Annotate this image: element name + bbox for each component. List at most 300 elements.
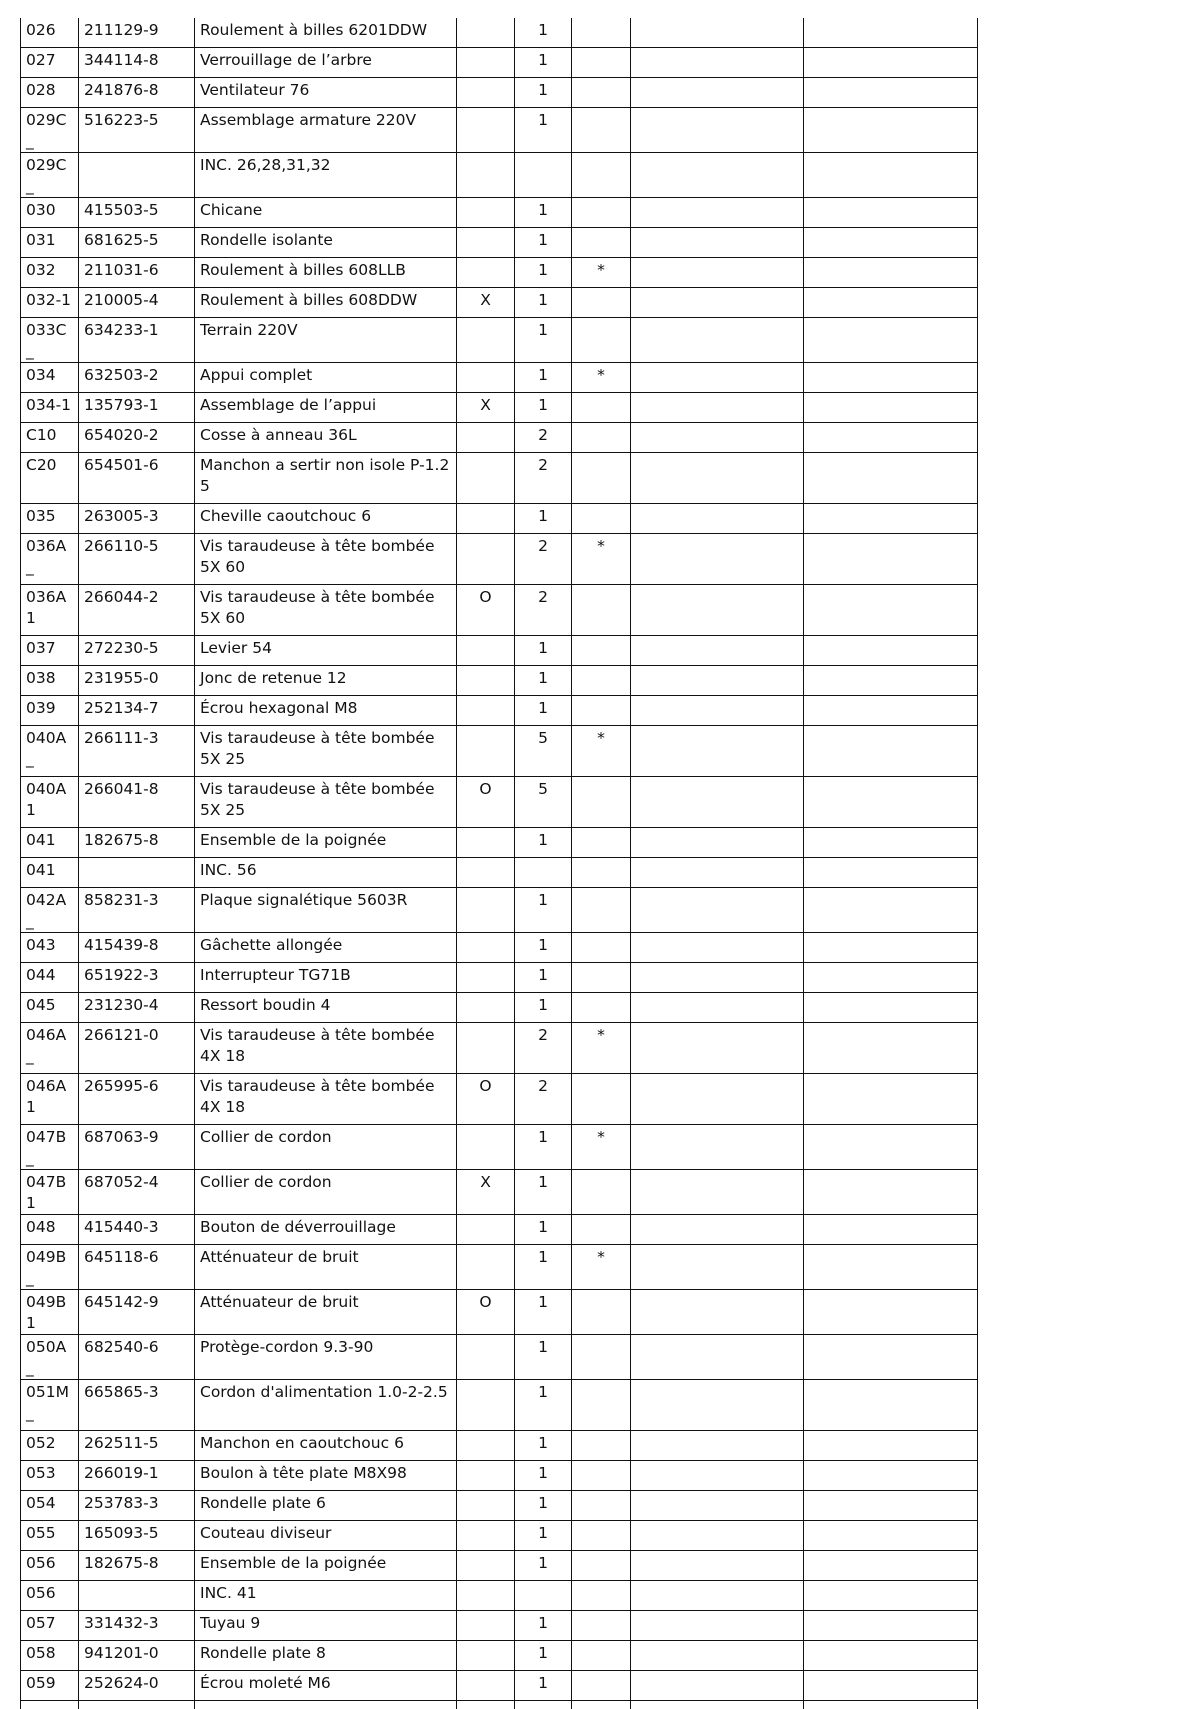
table-row [21,288,978,318]
variant-mark-cell [457,963,515,993]
quantity-cell: 1 [515,288,572,318]
description-cell: Cosse à anneau 36L [195,423,457,453]
description-cell: Atténuateur de bruit [195,1245,457,1290]
table-row [21,534,978,585]
table-row [21,1581,978,1611]
extra-cell-1 [631,1125,804,1170]
part-number-cell: 632503-2 [79,363,195,393]
table-row [21,1023,978,1074]
note-mark-cell [572,858,631,888]
table-row [21,585,978,636]
table-row [21,828,978,858]
part-number-cell: 165093-5 [79,1521,195,1551]
note-mark-cell [572,888,631,933]
description-cell: Rondelle plate 6 [195,1491,457,1521]
description-cell: Protège-cordon 9.3-90 [195,1335,457,1380]
extra-cell-1 [631,18,804,48]
extra-cell-2 [804,1551,978,1581]
extra-cell-1 [631,858,804,888]
quantity-cell: 1 [515,696,572,726]
item-number-cell: 059 [21,1671,79,1701]
item-number-cell: 056 [21,1581,79,1611]
part-number-cell: 687063-9 [79,1125,195,1170]
note-mark-cell: * [572,363,631,393]
table-row [21,666,978,696]
part-number-cell: 262511-5 [79,1431,195,1461]
part-number-cell: 272230-5 [79,636,195,666]
description-cell: Ventilateur 76 [195,78,457,108]
extra-cell-2 [804,1245,978,1290]
variant-mark-cell: X [457,393,515,423]
note-mark-cell [572,828,631,858]
extra-cell-2 [804,1581,978,1611]
item-number-cell: 047B1 [21,1170,79,1215]
extra-cell-2 [804,1074,978,1125]
extra-cell-2 [804,696,978,726]
quantity-cell: 1 [515,1551,572,1581]
quantity-cell: 1 [515,828,572,858]
extra-cell-1 [631,393,804,423]
quantity-cell: 1 [515,636,572,666]
table-row [21,504,978,534]
part-number-cell: 252624-0 [79,1671,195,1701]
part-number-cell: 634233-1 [79,318,195,363]
description-cell: Tuyau 9 [195,1611,457,1641]
variant-mark-cell [457,1431,515,1461]
continuation-cell [79,1701,195,1709]
note-mark-cell [572,1551,631,1581]
description-cell: Vis taraudeuse à tête bombée 5X 25 [195,777,457,828]
description-cell: Vis taraudeuse à tête bombée 4X 18 [195,1074,457,1125]
variant-mark-cell [457,666,515,696]
part-number-cell [79,153,195,198]
note-mark-cell [572,198,631,228]
extra-cell-2 [804,1335,978,1380]
quantity-cell: 1 [515,108,572,153]
extra-cell-1 [631,153,804,198]
extra-cell-1 [631,993,804,1023]
variant-mark-cell [457,423,515,453]
table-row [21,777,978,828]
table-row [21,228,978,258]
table-row [21,318,978,363]
table-row [21,636,978,666]
quantity-cell: 1 [515,1215,572,1245]
part-number-cell: 266044-2 [79,585,195,636]
extra-cell-2 [804,1461,978,1491]
item-number-cell: 050A_ [21,1335,79,1380]
extra-cell-2 [804,1023,978,1074]
item-number-cell: 046A1 [21,1074,79,1125]
description-cell: Boulon à tête plate M8X98 [195,1461,457,1491]
part-number-cell: 331432-3 [79,1611,195,1641]
variant-mark-cell [457,198,515,228]
note-mark-cell [572,1641,631,1671]
quantity-cell: 1 [515,1170,572,1215]
description-cell: Roulement à billes 608LLB [195,258,457,288]
item-number-cell: 028 [21,78,79,108]
note-mark-cell [572,228,631,258]
quantity-cell: 1 [515,363,572,393]
quantity-cell: 1 [515,1641,572,1671]
description-cell: INC. 26,28,31,32 [195,153,457,198]
note-mark-cell [572,1521,631,1551]
variant-mark-cell [457,1551,515,1581]
part-number-cell [79,1581,195,1611]
note-mark-cell [572,393,631,423]
part-number-cell: 253783-3 [79,1491,195,1521]
quantity-cell: 1 [515,78,572,108]
variant-mark-cell [457,1023,515,1074]
description-cell: Collier de cordon [195,1125,457,1170]
item-number-cell: 040A_ [21,726,79,777]
item-number-cell: 032-1 [21,288,79,318]
variant-mark-cell: O [457,585,515,636]
extra-cell-1 [631,228,804,258]
description-cell: Bouton de déverrouillage [195,1215,457,1245]
quantity-cell: 5 [515,726,572,777]
extra-cell-2 [804,933,978,963]
variant-mark-cell [457,1521,515,1551]
item-number-cell: 052 [21,1431,79,1461]
extra-cell-2 [804,78,978,108]
quantity-cell: 1 [515,666,572,696]
description-cell: Ensemble de la poignée [195,828,457,858]
extra-cell-1 [631,585,804,636]
note-mark-cell [572,1581,631,1611]
quantity-cell: 1 [515,1431,572,1461]
variant-mark-cell: O [457,777,515,828]
note-mark-cell [572,504,631,534]
item-number-cell: 057 [21,1611,79,1641]
item-number-cell: 036A1 [21,585,79,636]
quantity-cell: 1 [515,1491,572,1521]
table-row [21,1431,978,1461]
item-number-cell: 036A_ [21,534,79,585]
table-row [21,1461,978,1491]
extra-cell-2 [804,288,978,318]
extra-cell-2 [804,534,978,585]
part-number-cell: 654020-2 [79,423,195,453]
extra-cell-1 [631,1380,804,1431]
extra-cell-1 [631,318,804,363]
part-number-cell: 265995-6 [79,1074,195,1125]
extra-cell-2 [804,828,978,858]
item-number-cell: 040A1 [21,777,79,828]
parts-list-table [20,18,978,1709]
extra-cell-2 [804,18,978,48]
quantity-cell: 1 [515,48,572,78]
item-number-cell: 047B_ [21,1125,79,1170]
part-number-cell: 941201-0 [79,1641,195,1671]
quantity-cell [515,153,572,198]
extra-cell-2 [804,1380,978,1431]
extra-cell-2 [804,48,978,78]
quantity-cell: 1 [515,1611,572,1641]
variant-mark-cell [457,318,515,363]
quantity-cell: 2 [515,585,572,636]
part-number-cell: 344114-8 [79,48,195,78]
variant-mark-cell [457,504,515,534]
part-number-cell: 252134-7 [79,696,195,726]
variant-mark-cell [457,258,515,288]
table-row [21,1290,978,1335]
note-mark-cell [572,636,631,666]
note-mark-cell [572,696,631,726]
quantity-cell: 2 [515,1074,572,1125]
note-mark-cell: * [572,534,631,585]
item-number-cell: 056 [21,1551,79,1581]
variant-mark-cell [457,636,515,666]
part-number-cell: 182675-8 [79,828,195,858]
variant-mark-cell [457,228,515,258]
variant-mark-cell [457,1245,515,1290]
item-number-cell: 051M_ [21,1380,79,1431]
table-row [21,696,978,726]
table-row [21,78,978,108]
quantity-cell: 1 [515,198,572,228]
extra-cell-2 [804,228,978,258]
note-mark-cell [572,1671,631,1701]
note-mark-cell [572,963,631,993]
description-cell: Vis taraudeuse à tête bombée 4X 18 [195,1023,457,1074]
note-mark-cell [572,108,631,153]
quantity-cell: 1 [515,1380,572,1431]
extra-cell-1 [631,423,804,453]
note-mark-cell: * [572,726,631,777]
extra-cell-1 [631,1671,804,1701]
description-cell: Cheville caoutchouc 6 [195,504,457,534]
quantity-cell: 1 [515,504,572,534]
table-row [21,258,978,288]
extra-cell-1 [631,1521,804,1551]
table-row [21,1491,978,1521]
extra-cell-1 [631,1461,804,1491]
extra-cell-2 [804,585,978,636]
variant-mark-cell [457,78,515,108]
table-row [21,1521,978,1551]
description-cell: Vis taraudeuse à tête bombée 5X 60 [195,534,457,585]
note-mark-cell [572,453,631,504]
description-cell: Rondelle plate 8 [195,1641,457,1671]
extra-cell-2 [804,1290,978,1335]
table-row [21,1551,978,1581]
note-mark-cell [572,993,631,1023]
item-number-cell: 035 [21,504,79,534]
variant-mark-cell [457,108,515,153]
part-number-cell: 266041-8 [79,777,195,828]
note-mark-cell: * [572,1023,631,1074]
item-number-cell: 041 [21,858,79,888]
part-number-cell: 415440-3 [79,1215,195,1245]
extra-cell-2 [804,1671,978,1701]
extra-cell-1 [631,1170,804,1215]
part-number-cell: 682540-6 [79,1335,195,1380]
extra-cell-1 [631,504,804,534]
extra-cell-1 [631,1431,804,1461]
description-cell: Écrou hexagonal M8 [195,696,457,726]
note-mark-cell [572,1335,631,1380]
extra-cell-1 [631,1611,804,1641]
table-row [21,108,978,153]
description-cell: Verrouillage de l’arbre [195,48,457,78]
extra-cell-1 [631,933,804,963]
description-cell: Écrou moleté M6 [195,1671,457,1701]
description-cell: Jonc de retenue 12 [195,666,457,696]
extra-cell-1 [631,198,804,228]
part-number-cell: 211031-6 [79,258,195,288]
quantity-cell: 1 [515,258,572,288]
continuation-cell [515,1701,572,1709]
part-number-cell: 516223-5 [79,108,195,153]
note-mark-cell [572,1380,631,1431]
description-cell: Atténuateur de bruit [195,1290,457,1335]
item-number-cell: 041 [21,828,79,858]
extra-cell-1 [631,963,804,993]
variant-mark-cell [457,888,515,933]
extra-cell-1 [631,636,804,666]
quantity-cell: 1 [515,1671,572,1701]
extra-cell-1 [631,453,804,504]
note-mark-cell [572,1215,631,1245]
extra-cell-1 [631,1335,804,1380]
table-row [21,993,978,1023]
part-number-cell: 210005-4 [79,288,195,318]
parts-table-body [21,18,978,1709]
part-number-cell: 231230-4 [79,993,195,1023]
continuation-cell [804,1701,978,1709]
table-row [21,153,978,198]
item-number-cell: 030 [21,198,79,228]
table-row [21,1245,978,1290]
extra-cell-2 [804,453,978,504]
table-row [21,1641,978,1671]
variant-mark-cell [457,933,515,963]
extra-cell-1 [631,828,804,858]
table-row [21,1125,978,1170]
item-number-cell: 033C_ [21,318,79,363]
extra-cell-1 [631,1074,804,1125]
extra-cell-2 [804,363,978,393]
extra-cell-1 [631,78,804,108]
variant-mark-cell [457,1491,515,1521]
quantity-cell: 1 [515,963,572,993]
note-mark-cell [572,1074,631,1125]
quantity-cell: 1 [515,1245,572,1290]
table-row [21,858,978,888]
description-cell: Appui complet [195,363,457,393]
extra-cell-1 [631,1290,804,1335]
item-number-cell: 045 [21,993,79,1023]
extra-cell-2 [804,1215,978,1245]
description-cell: Ressort boudin 4 [195,993,457,1023]
table-row [21,1335,978,1380]
part-number-cell: 135793-1 [79,393,195,423]
note-mark-cell [572,1431,631,1461]
variant-mark-cell [457,453,515,504]
table-row [21,1380,978,1431]
extra-cell-2 [804,726,978,777]
extra-cell-2 [804,888,978,933]
extra-cell-2 [804,636,978,666]
quantity-cell [515,858,572,888]
description-cell: Assemblage de l’appui [195,393,457,423]
variant-mark-cell [457,993,515,1023]
part-number-cell: 654501-6 [79,453,195,504]
description-cell: Vis taraudeuse à tête bombée 5X 60 [195,585,457,636]
table-row [21,363,978,393]
extra-cell-1 [631,1551,804,1581]
variant-mark-cell [457,363,515,393]
extra-cell-2 [804,1125,978,1170]
variant-mark-cell [457,726,515,777]
variant-mark-cell [457,534,515,585]
note-mark-cell [572,1290,631,1335]
description-cell: Interrupteur TG71B [195,963,457,993]
extra-cell-2 [804,963,978,993]
extra-cell-1 [631,534,804,585]
part-number-cell: 645142-9 [79,1290,195,1335]
item-number-cell: 026 [21,18,79,48]
quantity-cell: 1 [515,1125,572,1170]
continuation-cell [457,1701,515,1709]
item-number-cell: 043 [21,933,79,963]
variant-mark-cell [457,1641,515,1671]
item-number-cell: 053 [21,1461,79,1491]
description-cell: Manchon a sertir non isole P-1.2 5 [195,453,457,504]
variant-mark-cell [457,858,515,888]
part-number-cell: 263005-3 [79,504,195,534]
item-number-cell: 044 [21,963,79,993]
table-row [21,198,978,228]
description-cell: Gâchette allongée [195,933,457,963]
table-row [21,963,978,993]
item-number-cell: 046A_ [21,1023,79,1074]
part-number-cell: 266111-3 [79,726,195,777]
note-mark-cell [572,18,631,48]
quantity-cell: 1 [515,1335,572,1380]
item-number-cell: 039 [21,696,79,726]
part-number-cell: 687052-4 [79,1170,195,1215]
variant-mark-cell: X [457,1170,515,1215]
extra-cell-1 [631,48,804,78]
variant-mark-cell [457,1581,515,1611]
item-number-cell: 031 [21,228,79,258]
description-cell: Ensemble de la poignée [195,1551,457,1581]
continuation-cell [195,1701,457,1709]
table-row [21,453,978,504]
part-number-cell: 266121-0 [79,1023,195,1074]
table-row [21,1671,978,1701]
variant-mark-cell: X [457,288,515,318]
variant-mark-cell [457,153,515,198]
description-cell: INC. 56 [195,858,457,888]
item-number-cell: 029C_ [21,108,79,153]
extra-cell-2 [804,858,978,888]
part-number-cell: 231955-0 [79,666,195,696]
extra-cell-1 [631,1641,804,1671]
variant-mark-cell [457,1335,515,1380]
table-row [21,726,978,777]
part-number-cell: 241876-8 [79,78,195,108]
item-number-cell: 032 [21,258,79,288]
quantity-cell: 1 [515,1290,572,1335]
continuation-cell [572,1701,631,1709]
note-mark-cell [572,1611,631,1641]
description-cell: Manchon en caoutchouc 6 [195,1431,457,1461]
part-number-cell: 266110-5 [79,534,195,585]
quantity-cell: 1 [515,318,572,363]
